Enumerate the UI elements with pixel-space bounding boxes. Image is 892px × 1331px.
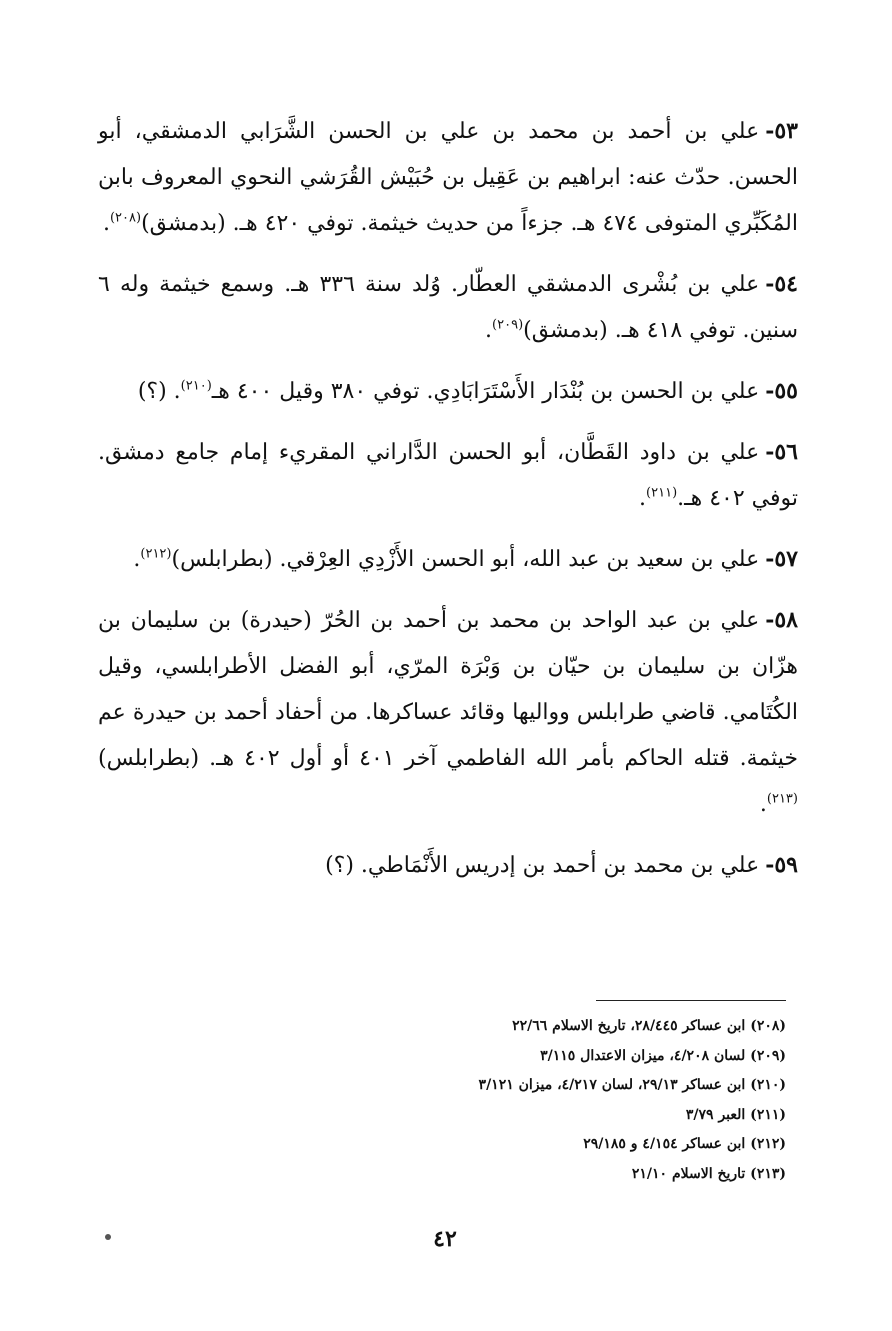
- footnote-separator: [596, 1000, 786, 1001]
- entry-text: علي بن أحمد بن محمد بن علي بن الحسن الشَّرَابي الدمشقي، أبو الحسن. حدّث عنه: ابراهيم بن عَقِيل بن حُبَيْش القُرَشي النحوي المعروف بابن المُكَبِّري المتوفى ٤٧٤ هـ. جزءاً من حديث خيثمة. توفي ٤٢٠ هـ. (بدمشق): [98, 119, 798, 236]
- entry-number: ٥٤-: [765, 271, 798, 297]
- entry-57: [98, 536, 798, 583]
- entry-text: علي بن بُشْرى الدمشقي العطّار. وُلد سنة ٣٣٦ هـ. وسمع خيثمة وله ٦ سنين. توفي ٤١٨ هـ. (بدمشق): [98, 272, 798, 343]
- entry-end: .: [759, 792, 767, 817]
- entry-text: علي بن محمد بن أحمد بن إدريس الأَنْمَاطي. (؟): [325, 853, 760, 878]
- entry-end: . (؟): [137, 379, 181, 404]
- entry-54: [98, 261, 798, 354]
- entry-text: علي بن عبد الواحد بن محمد بن أحمد بن الحُرّ (حيدرة) بن سليمان بن هزّان بن سليمان بن حيّان بن وَبْرَة المرّي، أبو الفضل الأطرابلسي، وقيل الكُتَامي. قاضي طرابلس وواليها وقائد عساكرها. من أحفاد أحمد بن حيدرة عم خيثمة. قتله الحاكم بأمر الله الفاطمي آخر ٤٠١ أو أول ٤٠٢ هـ. (بطرابلس): [98, 608, 798, 771]
- entry-end: .: [485, 318, 493, 343]
- entry-end: .: [102, 211, 110, 236]
- footnote-209: (٢٠٩) لسان ٤/٢٠٨، ميزان الاعتدال ٣/١١٥: [540, 1047, 786, 1064]
- entry-end: .: [639, 486, 647, 511]
- entry-number: ٥٩-: [765, 852, 798, 878]
- entry-53: [98, 108, 798, 247]
- footnote-ref: (٢٠٨): [109, 210, 142, 226]
- entry-58: [98, 597, 798, 828]
- entry-59: [98, 842, 798, 889]
- footnote-ref: (٢١١): [646, 485, 678, 501]
- entry-number: ٥٥-: [765, 378, 798, 404]
- entry-text: علي بن سعيد بن عبد الله، أبو الحسن الأَزْدِي العِرْقي. (بطرابلس): [171, 547, 760, 572]
- entry-56: [98, 429, 798, 522]
- footnote-210: (٢١٠) ابن عساكر ٢٩/١٣، لسان ٤/٢١٧، ميزان ٣/١٢١: [478, 1077, 786, 1093]
- biography-entries: [98, 108, 798, 903]
- footnote-212: (٢١٢) ابن عساكر ٤/١٥٤ و ٢٩/١٨٥: [583, 1136, 786, 1152]
- entry-number: ٥٧-: [765, 546, 798, 572]
- footnote-208: (٢٠٨) ابن عساكر ٢٨/٤٤٥، تاريخ الاسلام ٢٢/٦٦: [512, 1018, 786, 1034]
- footnote-213: (٢١٣) تاريخ الاسلام ٢١/١٠: [631, 1165, 786, 1182]
- page-number: ٤٢: [433, 1226, 457, 1252]
- entry-number: ٥٣-: [765, 118, 798, 144]
- footnote-ref: (٢٠٩): [492, 317, 524, 333]
- entry-55: [98, 368, 798, 415]
- entry-text: علي بن داود القَطَّان، أبو الحسن الدَّاراني المقريء إمام جامع دمشق. توفي ٤٠٢ هـ.: [98, 440, 798, 511]
- entry-end: .: [133, 547, 141, 572]
- footnote-ref: (٢١٢): [140, 546, 172, 562]
- footnote-ref: (٢١٠): [180, 378, 212, 394]
- margin-dot: [105, 1234, 111, 1240]
- footnote-211: (٢١١) العبر ٣/٧٩: [685, 1106, 786, 1123]
- entry-number: ٥٦-: [765, 439, 798, 465]
- footnote-ref: (٢١٣): [766, 791, 798, 807]
- entry-text: علي بن الحسن بن بُنْدَار الأَسْتَرَابَادِي. توفي ٣٨٠ وقيل ٤٠٠ هـ: [211, 379, 760, 404]
- entry-number: ٥٨-: [765, 607, 798, 633]
- footnotes: [300, 1012, 786, 1189]
